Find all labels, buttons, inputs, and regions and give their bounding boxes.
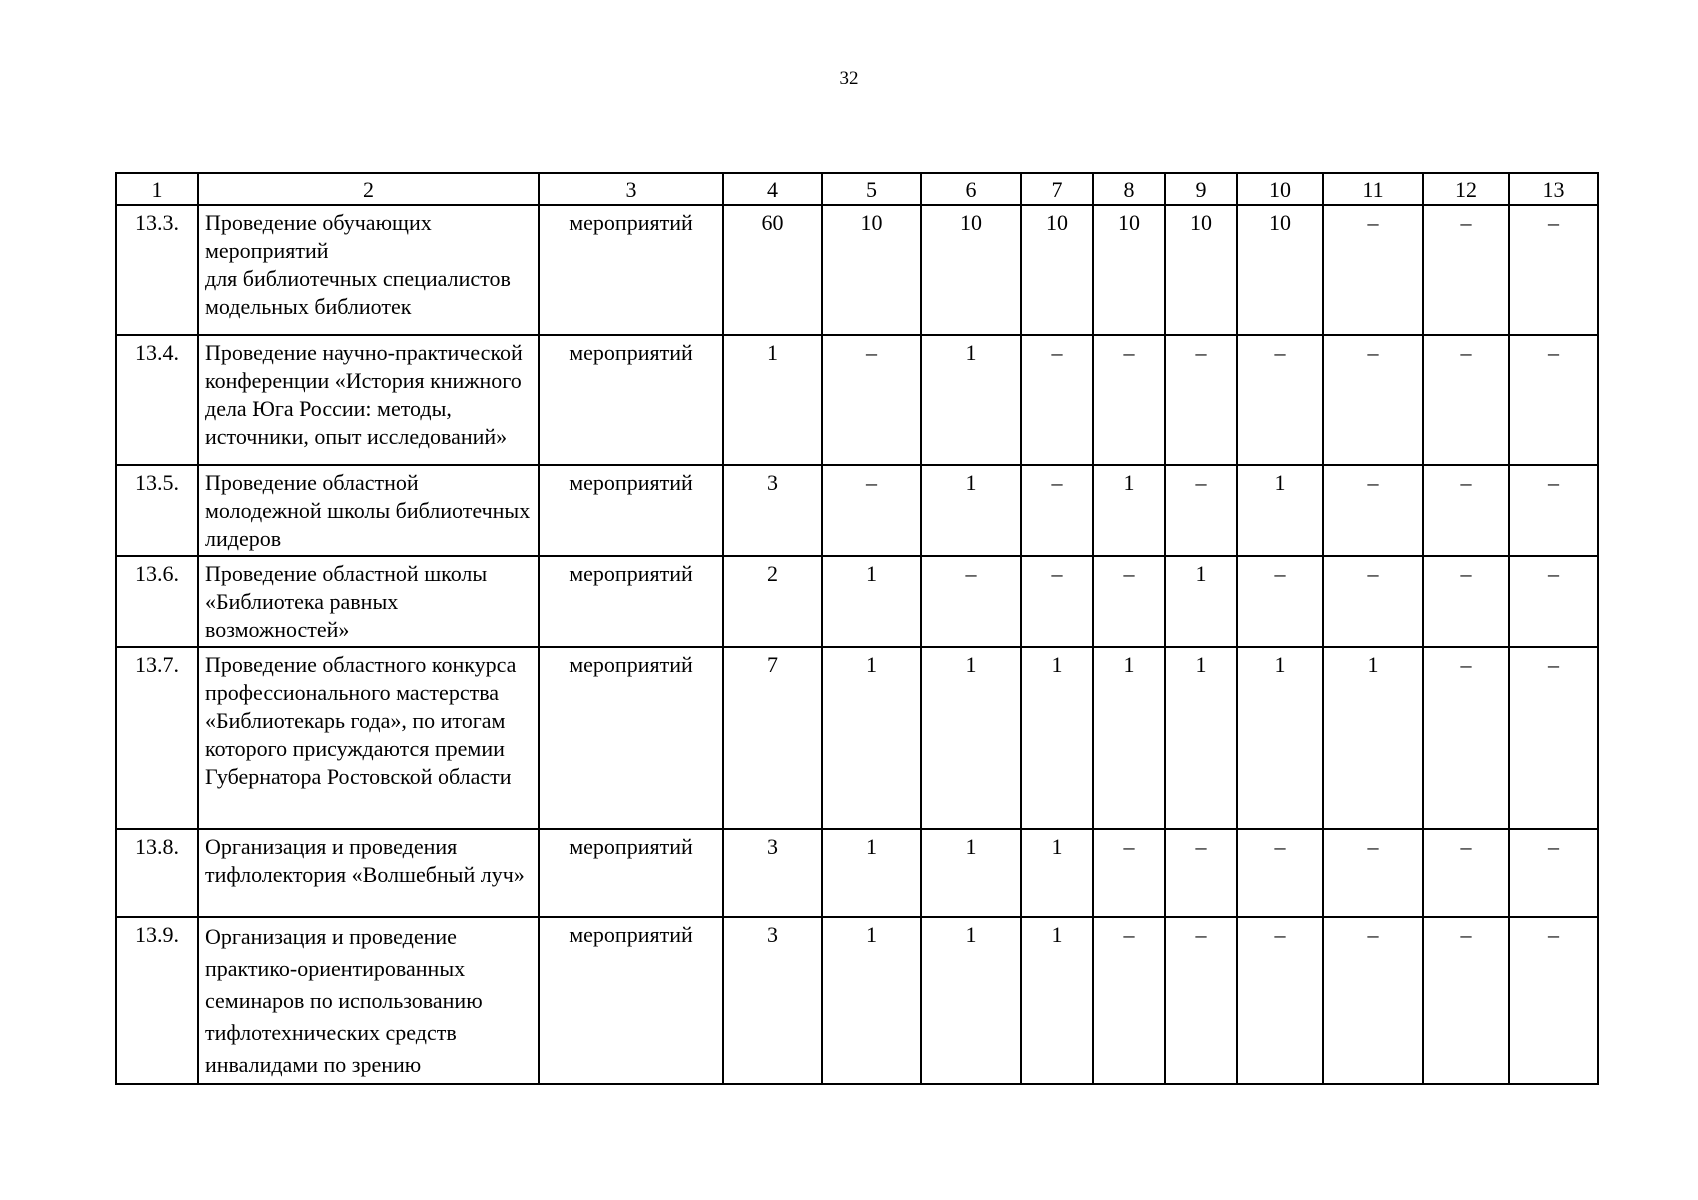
value-cell: – — [1509, 556, 1598, 647]
activity-name: Проведение областного конкурса профессионального мастерства «Библиотекарь года», по итогам которого присуждаются премии Губернатора Ростовской области — [198, 647, 539, 829]
column-header: 1 — [116, 173, 198, 205]
column-number-row — [116, 173, 1598, 205]
activities-table — [115, 172, 1599, 1085]
value-cell: – — [1021, 465, 1093, 556]
item-number: 13.6. — [116, 556, 198, 647]
value-cell: – — [1423, 647, 1509, 829]
value-cell: 10 — [822, 205, 921, 335]
table-row — [116, 647, 1598, 829]
table-row — [116, 917, 1598, 1084]
value-cell: 10 — [1021, 205, 1093, 335]
value-cell: – — [1423, 465, 1509, 556]
value-cell: 1 — [723, 335, 822, 465]
value-cell: 7 — [723, 647, 822, 829]
value-cell: 1 — [1093, 647, 1165, 829]
value-cell: – — [1509, 335, 1598, 465]
value-cell: – — [1423, 335, 1509, 465]
activity-name: Проведение обучающих мероприятий для библиотечных специалистов модельных библиотек — [198, 205, 539, 335]
unit-of-measure: мероприятий — [539, 335, 723, 465]
value-cell: 1 — [1093, 465, 1165, 556]
value-cell: – — [1093, 829, 1165, 917]
item-number: 13.9. — [116, 917, 198, 1084]
column-header: 9 — [1165, 173, 1237, 205]
value-cell: – — [1323, 917, 1423, 1084]
value-cell: – — [1093, 917, 1165, 1084]
value-cell: – — [1509, 465, 1598, 556]
value-cell: 1 — [822, 647, 921, 829]
unit-of-measure: мероприятий — [539, 647, 723, 829]
value-cell: 1 — [1165, 647, 1237, 829]
item-number: 13.3. — [116, 205, 198, 335]
value-cell: – — [1509, 205, 1598, 335]
column-header: 5 — [822, 173, 921, 205]
column-header: 8 — [1093, 173, 1165, 205]
table-row — [116, 556, 1598, 647]
item-number: 13.7. — [116, 647, 198, 829]
value-cell: – — [1021, 335, 1093, 465]
activity-name: Проведение научно-практической конференции «История книжного дела Юга России: методы, источники, опыт исследований» — [198, 335, 539, 465]
value-cell: 1 — [1237, 465, 1323, 556]
column-header: 12 — [1423, 173, 1509, 205]
value-cell: 10 — [1165, 205, 1237, 335]
unit-of-measure: мероприятий — [539, 829, 723, 917]
value-cell: 1 — [921, 829, 1021, 917]
value-cell: – — [1165, 465, 1237, 556]
value-cell: 10 — [1093, 205, 1165, 335]
value-cell: 1 — [1021, 829, 1093, 917]
value-cell: – — [1165, 335, 1237, 465]
value-cell: 1 — [1237, 647, 1323, 829]
column-header: 10 — [1237, 173, 1323, 205]
value-cell: – — [1165, 829, 1237, 917]
value-cell: – — [1509, 647, 1598, 829]
value-cell: – — [822, 465, 921, 556]
column-header: 11 — [1323, 173, 1423, 205]
value-cell: – — [1323, 829, 1423, 917]
value-cell: – — [921, 556, 1021, 647]
value-cell: – — [822, 335, 921, 465]
activity-name: Проведение областной школы «Библиотека равных возможностей» — [198, 556, 539, 647]
value-cell: 3 — [723, 917, 822, 1084]
value-cell: – — [1509, 917, 1598, 1084]
table-row — [116, 335, 1598, 465]
value-cell: 1 — [1021, 917, 1093, 1084]
unit-of-measure: мероприятий — [539, 917, 723, 1084]
value-cell: 1 — [1165, 556, 1237, 647]
value-cell: – — [1323, 335, 1423, 465]
activity-name: Проведение областной молодежной школы библиотечных лидеров — [198, 465, 539, 556]
value-cell: 60 — [723, 205, 822, 335]
unit-of-measure: мероприятий — [539, 465, 723, 556]
page-number: 32 — [839, 68, 859, 89]
value-cell: – — [1237, 829, 1323, 917]
value-cell: – — [1323, 465, 1423, 556]
value-cell: 3 — [723, 465, 822, 556]
table-body — [116, 205, 1598, 1084]
value-cell: 10 — [1237, 205, 1323, 335]
value-cell: 1 — [921, 647, 1021, 829]
item-number: 13.5. — [116, 465, 198, 556]
value-cell: 1 — [921, 917, 1021, 1084]
value-cell: – — [1509, 829, 1598, 917]
table-row — [116, 205, 1598, 335]
value-cell: 1 — [921, 335, 1021, 465]
value-cell: 1 — [822, 556, 921, 647]
value-cell: – — [1093, 556, 1165, 647]
column-header: 3 — [539, 173, 723, 205]
column-header: 7 — [1021, 173, 1093, 205]
value-cell: – — [1237, 335, 1323, 465]
activity-name: Организация и проведение практико-ориентированных семинаров по использованию тифлотехнических средств инвалидами по зрению — [198, 917, 539, 1084]
value-cell: 2 — [723, 556, 822, 647]
value-cell: 1 — [1323, 647, 1423, 829]
column-header: 6 — [921, 173, 1021, 205]
table-row — [116, 465, 1598, 556]
value-cell: – — [1021, 556, 1093, 647]
value-cell: – — [1423, 205, 1509, 335]
value-cell: 1 — [822, 917, 921, 1084]
value-cell: 10 — [921, 205, 1021, 335]
unit-of-measure: мероприятий — [539, 205, 723, 335]
unit-of-measure: мероприятий — [539, 556, 723, 647]
value-cell: – — [1165, 917, 1237, 1084]
value-cell: – — [1323, 205, 1423, 335]
value-cell: – — [1323, 556, 1423, 647]
value-cell: – — [1237, 917, 1323, 1084]
column-header: 2 — [198, 173, 539, 205]
value-cell: – — [1093, 335, 1165, 465]
value-cell: 1 — [1021, 647, 1093, 829]
column-header: 13 — [1509, 173, 1598, 205]
value-cell: – — [1423, 556, 1509, 647]
column-header: 4 — [723, 173, 822, 205]
item-number: 13.4. — [116, 335, 198, 465]
value-cell: – — [1423, 917, 1509, 1084]
value-cell: – — [1237, 556, 1323, 647]
value-cell: – — [1423, 829, 1509, 917]
activity-name: Организация и проведения тифлолектория «Волшебный луч» — [198, 829, 539, 917]
value-cell: 1 — [921, 465, 1021, 556]
value-cell: 1 — [822, 829, 921, 917]
item-number: 13.8. — [116, 829, 198, 917]
value-cell: 3 — [723, 829, 822, 917]
table-row — [116, 829, 1598, 917]
